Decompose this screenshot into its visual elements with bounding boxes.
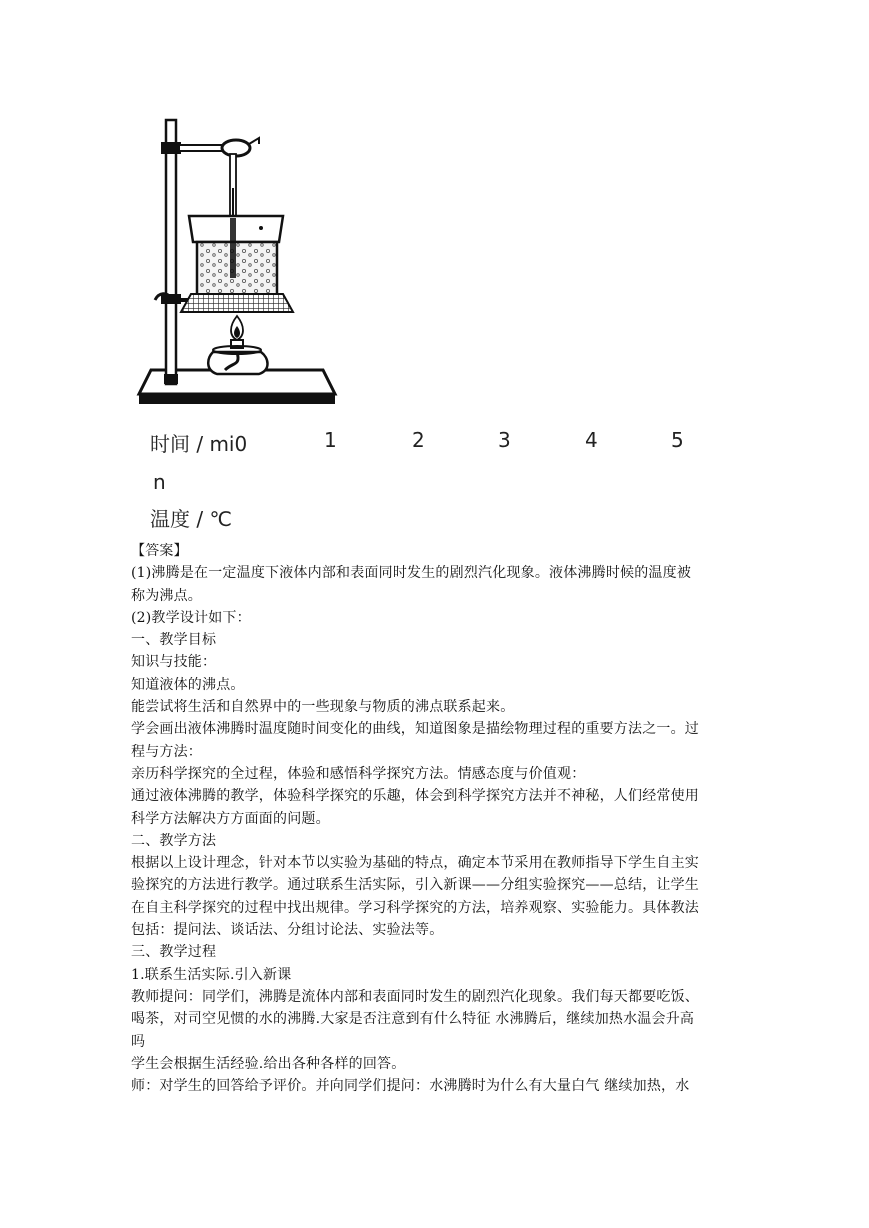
- temperature-label: 温度 / ℃: [150, 507, 232, 531]
- time-label: 时间 / mi0: [150, 432, 248, 456]
- text-line: 程与方法：: [131, 743, 202, 760]
- text-line: 二、教学方法: [131, 832, 217, 849]
- text-line: (2)教学设计如下：: [131, 609, 251, 626]
- time-row: [150, 428, 710, 456]
- text-line: 学生会根据生活经验.给出各种各样的回答。: [131, 1055, 406, 1072]
- answer-content: [131, 540, 743, 1097]
- time-value-2: 2: [412, 428, 425, 452]
- text-line: 能尝试将生活和自然界中的一些现象与物质的沸点联系起来。: [131, 699, 515, 716]
- text-line: 科学方法解决方方面面的问题。: [131, 810, 330, 827]
- text-line: 验探究的方法进行教学。通过联系生活实际，引入新课——分组实验探究——总结，让学生: [131, 877, 699, 894]
- text-line: 称为沸点。: [131, 587, 202, 604]
- time-value-4: 4: [585, 428, 598, 452]
- text-line: 【答案】: [131, 543, 188, 559]
- time-value-3: 3: [498, 428, 511, 452]
- text-line: 通过液体沸腾的教学，体验科学探究的乐趣，体会到科学探究方法并不神秘，人们经常使用: [131, 788, 699, 805]
- text-line: 三、教学过程: [131, 944, 217, 961]
- time-value-1: 1: [324, 428, 337, 452]
- text-line: 1.联系生活实际.引入新课: [131, 966, 292, 983]
- flame: [231, 316, 243, 340]
- text-line: 一、教学目标: [131, 632, 217, 649]
- time-value-5: 5: [671, 428, 684, 452]
- text-line: 根据以上设计理念，针对本节以实验为基础的特点，确定本节采用在教师指导下学生自主实: [131, 855, 699, 872]
- time-label-wrap: n: [153, 470, 166, 494]
- text-line: 知道液体的沸点。: [131, 676, 245, 693]
- text-line: (1)沸腾是在一定温度下液体内部和表面同时发生的剧烈汽化现象。液体沸腾时候的温度被: [131, 565, 692, 582]
- boiling-experiment-figure: [133, 108, 341, 414]
- text-line: 喝茶，对司空见惯的水的沸腾.大家是否注意到有什么特征 水沸腾后，继续加热水温会升高: [131, 1011, 695, 1028]
- text-line: 在自主科学探究的过程中找出规律。学习科学探究的方法，培养观察、实验能力。具体教法: [131, 899, 699, 916]
- wire-gauze: [181, 294, 293, 312]
- text-line: 知识与技能：: [131, 654, 217, 671]
- text-line: 教师提问：同学们，沸腾是流体内部和表面同时发生的剧烈汽化现象。我们每天都要吃饭、: [131, 988, 699, 1005]
- text-line: 包括：提问法、谈话法、分组讨论法、实验法等。: [131, 922, 444, 939]
- beaker: [189, 216, 283, 296]
- alcohol-lamp: [208, 340, 267, 374]
- text-line: 吗: [131, 1033, 146, 1050]
- text-line: 师：对学生的回答给予评价。并向同学们提问：水沸腾时为什么有大量白气 继续加热，水: [131, 1078, 690, 1095]
- stand-rod: [164, 120, 178, 384]
- text-line: 亲历科学探究的全过程，体验和感悟科学探究方法。情感态度与价值观：: [131, 765, 586, 782]
- text-line: 学会画出液体沸腾时温度随时间变化的曲线，知道图象是描绘物理过程的重要方法之一。过: [131, 721, 699, 738]
